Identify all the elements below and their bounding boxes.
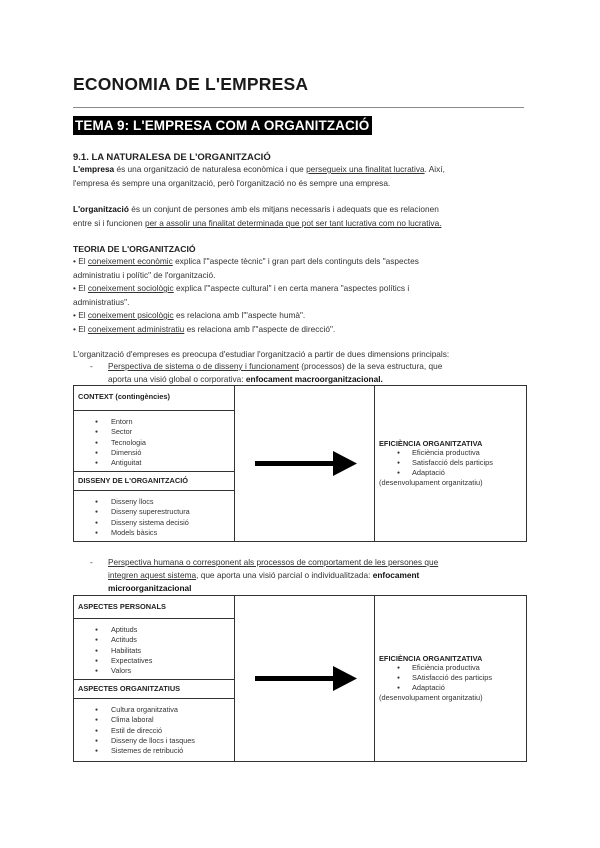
teoria-line bbox=[73, 309, 528, 323]
arrow-cell bbox=[235, 596, 375, 762]
macro-table bbox=[73, 385, 527, 542]
title-divider bbox=[73, 107, 524, 108]
underlined-phrase: per a assolir una finalitat determinada que pot ser tant lucrativa com no lucrativa. bbox=[144, 217, 442, 228]
text-segment: és un conjunt de persones amb els mitjans necessaris i adequats que es relacionen bbox=[128, 204, 439, 214]
efficiency-item: ● Adaptació bbox=[375, 468, 526, 478]
list-item: ● Expectatives bbox=[74, 656, 234, 666]
disseny-list bbox=[74, 491, 234, 538]
text-segment: • El bbox=[73, 310, 88, 320]
list-item: ● Disseny de llocs i tasques bbox=[74, 736, 234, 746]
document-title: ECONOMIA DE L'EMPRESA bbox=[73, 74, 309, 94]
text-segment: entre si i funcionen bbox=[73, 217, 145, 228]
efficiency-cell bbox=[375, 386, 527, 542]
context-list-cell bbox=[74, 411, 235, 472]
arrow-cell bbox=[235, 386, 375, 542]
efficiency-item: ● SAtisfacció des particips bbox=[375, 673, 526, 683]
list-item: ● Entorn bbox=[74, 417, 234, 427]
paragraph-organitzacio bbox=[73, 203, 528, 230]
efficiency-title: EFICIÈNCIA ORGANITZATIVA bbox=[379, 439, 483, 448]
teoria-line bbox=[73, 269, 528, 283]
disseny-list-cell bbox=[74, 491, 235, 542]
text-segment: • El bbox=[73, 323, 88, 334]
text-segment: és una organització de naturalesa econòmica i que bbox=[114, 164, 307, 174]
micro-table bbox=[73, 595, 527, 762]
underlined-phrase: coneixement administratiu bbox=[87, 323, 185, 334]
dimensions-intro: L'organització d'empreses es preocupa d'estudiar l'organització a partir de dues dimensions principals: bbox=[73, 349, 450, 359]
arrow-right-icon bbox=[253, 449, 357, 479]
teoria-line bbox=[73, 282, 528, 296]
list-item: ● Actituds bbox=[74, 635, 234, 645]
context-list bbox=[74, 411, 234, 468]
efficiency-item: ● Adaptació bbox=[375, 683, 526, 693]
text-segment: , que aporta una visió parcial o individualitzada: bbox=[196, 570, 373, 580]
underlined-phrase: persegueix una finalitat lucrativa bbox=[306, 164, 425, 174]
underlined-phrase: coneixement psicològic bbox=[87, 310, 174, 320]
organitzatius-list-cell bbox=[74, 699, 235, 762]
text-segment: • El bbox=[73, 283, 88, 293]
efficiency-title: EFICIÈNCIA ORGANITZATIVA bbox=[379, 654, 483, 663]
arrow-right-icon bbox=[253, 664, 357, 694]
list-item: ● Disseny sistema decisió bbox=[74, 518, 234, 528]
list-item: ● Aptituds bbox=[74, 625, 234, 635]
list-item: ● Clima laboral bbox=[74, 715, 234, 725]
teoria-line bbox=[73, 323, 528, 337]
organitzatius-header: ASPECTES ORGANITZATIUS bbox=[78, 684, 181, 693]
list-item: ● Sistemes de retribució bbox=[74, 746, 234, 756]
text-segment: (processos) de la seva estructura, que bbox=[298, 361, 443, 371]
organitzatius-list bbox=[74, 699, 234, 756]
context-header-cell bbox=[74, 386, 235, 411]
personals-list-cell bbox=[74, 619, 235, 680]
perspective-humana bbox=[108, 557, 438, 567]
text-line: l'empresa és sempre una organització, però l'organització no és sempre una empresa. bbox=[73, 177, 391, 188]
personals-header: ASPECTES PERSONALS bbox=[78, 602, 166, 611]
efficiency-note: (desenvolupament organitzatiu) bbox=[379, 693, 483, 702]
personals-list bbox=[74, 619, 234, 676]
underlined-phrase: Perspectiva humana o corresponent als processos de comportament de les persones que bbox=[108, 557, 439, 567]
text-segment: administratius". bbox=[73, 296, 130, 307]
perspective-humana-line2 bbox=[108, 570, 419, 580]
efficiency-item: ● Eficiència productiva bbox=[375, 663, 526, 673]
section-heading: 9.1. LA NATURALESA DE L'ORGANITZACIÓ bbox=[73, 152, 271, 163]
paragraph-empresa bbox=[73, 163, 528, 190]
list-item: ● Antiguitat bbox=[74, 458, 234, 468]
underlined-phrase: coneixement econòmic bbox=[87, 256, 173, 266]
text-segment: explica l'"aspecte tècnic" i gran part dels continguts dels "aspectes bbox=[172, 256, 419, 266]
teoria-list bbox=[73, 255, 528, 336]
bold-phrase: microorganitzacional bbox=[108, 583, 192, 593]
dash-bullet: - bbox=[90, 557, 93, 567]
text-segment: administratiu i polític" de l'organització. bbox=[73, 269, 216, 280]
efficiency-block bbox=[375, 654, 526, 703]
list-item: ● Disseny llocs bbox=[74, 497, 234, 507]
dash-bullet: - bbox=[90, 361, 93, 371]
efficiency-item: ● Eficiència productiva bbox=[375, 448, 526, 458]
list-item: ● Sector bbox=[74, 427, 234, 437]
disseny-header-cell bbox=[74, 472, 235, 491]
list-item: ● Valors bbox=[74, 666, 234, 676]
teoria-heading: TEORIA DE L'ORGANITZACIÓ bbox=[73, 244, 196, 254]
text-segment: explica l'"aspecte cultural" i en certa manera "aspectes polítics i bbox=[173, 283, 410, 293]
efficiency-cell bbox=[375, 596, 527, 762]
efficiency-note: (desenvolupament organitzatiu) bbox=[379, 478, 483, 487]
list-item: ● Disseny superestructura bbox=[74, 507, 234, 517]
text-segment: • El bbox=[73, 256, 88, 266]
teoria-line bbox=[73, 255, 528, 269]
underlined-phrase: Perspectiva de sistema o de disseny i funcionament bbox=[108, 361, 299, 371]
efficiency-item: ● Satisfacció dels particips bbox=[375, 458, 526, 468]
personals-header-cell bbox=[74, 596, 235, 619]
context-header: CONTEXT (contingències) bbox=[78, 392, 170, 401]
perspective-sistema-line2 bbox=[108, 374, 383, 384]
list-item: ● Models bàsics bbox=[74, 528, 234, 538]
term-organitzacio: L'organització bbox=[73, 204, 129, 214]
perspective-humana-line3 bbox=[108, 583, 191, 593]
bold-phrase: enfocament bbox=[372, 570, 420, 580]
perspective-sistema bbox=[108, 361, 442, 371]
tema-heading: TEMA 9: L'EMPRESA COM A ORGANITZACIÓ bbox=[73, 116, 372, 135]
text-segment: aporta una visió global o corporativa: bbox=[108, 374, 246, 384]
text-segment: es relaciona amb l'"aspecte de direcció". bbox=[184, 323, 336, 334]
term-empresa: L'empresa bbox=[73, 164, 115, 174]
list-item: ● Estil de direcció bbox=[74, 726, 234, 736]
bold-phrase: enfocament macroorganitzacional. bbox=[245, 374, 383, 384]
teoria-line bbox=[73, 296, 528, 310]
efficiency-block bbox=[375, 439, 526, 488]
underlined-phrase: coneixement sociològic bbox=[87, 283, 174, 293]
list-item: ● Cultura organitzativa bbox=[74, 705, 234, 715]
disseny-header: DISSENY DE L'ORGANITZACIÓ bbox=[78, 476, 189, 485]
text-segment: es relaciona amb l'"aspecte humà". bbox=[173, 310, 306, 320]
organitzatius-header-cell bbox=[74, 680, 235, 699]
list-item: ● Habilitats bbox=[74, 646, 234, 656]
underlined-phrase: integren aquest sistema bbox=[108, 570, 197, 580]
list-item: ● Dimensió bbox=[74, 448, 234, 458]
text-segment: . Així, bbox=[424, 164, 445, 174]
list-item: ● Tecnologia bbox=[74, 438, 234, 448]
